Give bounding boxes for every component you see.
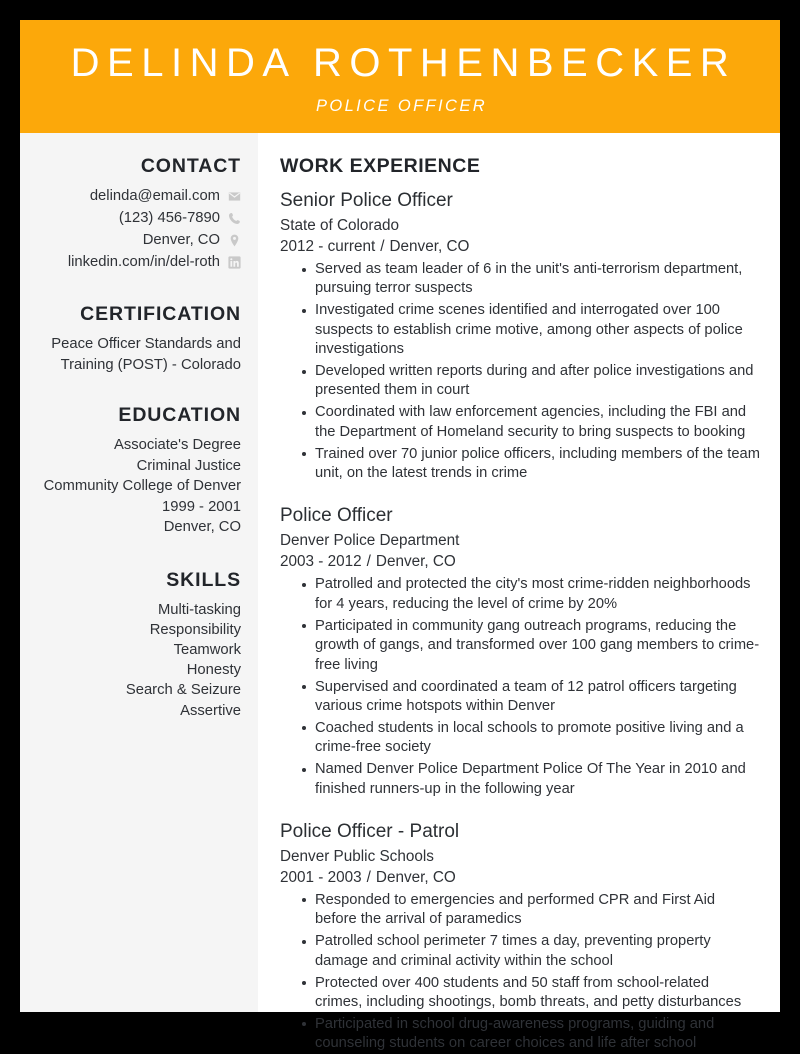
job-bullet: Patrolled school perimeter 7 times a day, preventing property damage and criminal activity within the school bbox=[280, 932, 760, 971]
job-bullet: Participated in community gang outreach programs, reducing the growth of gangs, and transformed over 100 gang members to crime-free living bbox=[280, 617, 760, 675]
contact-item-phone[interactable] bbox=[32, 208, 241, 228]
candidate-name: DELINDA ROTHENBECKER bbox=[70, 41, 737, 85]
job-meta bbox=[280, 867, 760, 888]
job-title: Police Officer - Patrol bbox=[280, 820, 460, 842]
job-entry bbox=[280, 819, 760, 1054]
resume-header bbox=[20, 20, 780, 133]
contact-item-location bbox=[32, 230, 241, 250]
education-location: Denver, CO bbox=[163, 519, 241, 535]
job-dates: 2001 - 2003 bbox=[280, 868, 362, 886]
education-school: Community College of Denver bbox=[43, 478, 241, 494]
resume-body bbox=[20, 133, 780, 1052]
skill-item: Responsibility bbox=[149, 621, 241, 638]
job-bullet-list bbox=[280, 575, 760, 798]
contact-phone-text: (123) 456-7890 bbox=[118, 210, 220, 226]
work-experience-section bbox=[258, 133, 780, 1052]
job-bullet: Named Denver Police Department Police Of The Year in 2010 and finished runners-up in the following year bbox=[280, 760, 760, 799]
job-entry bbox=[280, 503, 760, 798]
job-meta-separator: / bbox=[366, 868, 371, 886]
job-bullet: Protected over 400 students and 50 staff from school-related crimes, including shootings, bomb threats, and petty disturbances bbox=[280, 974, 760, 1013]
linkedin-icon bbox=[228, 256, 241, 269]
resume-sheet bbox=[20, 20, 780, 1052]
job-bullet: Responded to emergencies and performed CPR and First Aid before the arrival of paramedics bbox=[280, 891, 760, 930]
skill-item: Teamwork bbox=[173, 641, 241, 658]
contact-heading: CONTACT bbox=[140, 155, 241, 177]
job-company: Denver Public Schools bbox=[280, 847, 434, 865]
location-pin-icon bbox=[228, 234, 241, 247]
candidate-job-title: POLICE OFFICER bbox=[315, 97, 488, 115]
job-bullet-list bbox=[280, 891, 760, 1054]
work-experience-heading: WORK EXPERIENCE bbox=[280, 155, 481, 177]
certification-section bbox=[32, 302, 241, 375]
contact-linkedin-text: linkedin.com/in/del-roth bbox=[67, 254, 220, 270]
skill-item: Search & Seizure bbox=[125, 682, 241, 699]
phone-icon bbox=[228, 212, 241, 225]
skills-section bbox=[32, 568, 241, 721]
contact-section bbox=[32, 154, 241, 272]
certification-text: Peace Officer Standards and Training (POST) - Colorado bbox=[51, 336, 241, 373]
job-meta bbox=[280, 551, 760, 572]
skill-item: Multi-tasking bbox=[157, 601, 241, 618]
skill-item: Honesty bbox=[186, 662, 241, 679]
job-bullet: Investigated crime scenes identified and interrogated over 100 suspects to establish crime motive, among other aspects of police investigations bbox=[280, 301, 760, 359]
education-section bbox=[32, 403, 241, 538]
education-degree: Associate's Degree bbox=[113, 437, 241, 453]
contact-email-text: delinda@email.com bbox=[89, 188, 220, 204]
sidebar bbox=[20, 133, 258, 1012]
job-dates: 2003 - 2012 bbox=[280, 553, 362, 571]
certification-heading: CERTIFICATION bbox=[80, 303, 241, 325]
contact-item-linkedin[interactable] bbox=[32, 252, 241, 272]
job-entry bbox=[280, 188, 760, 483]
job-bullet: Supervised and coordinated a team of 12 patrol officers targeting various crime hotspots within Denver bbox=[280, 678, 760, 717]
job-bullet: Participated in school drug-awareness programs, guiding and counseling students on career choices and life after school bbox=[280, 1015, 760, 1054]
education-dates: 1999 - 2001 bbox=[162, 498, 241, 515]
job-meta-separator: / bbox=[366, 553, 371, 571]
skill-item: Assertive bbox=[180, 702, 241, 719]
job-title: Senior Police Officer bbox=[280, 190, 453, 211]
job-location: Denver, CO bbox=[389, 238, 470, 255]
skills-heading: SKILLS bbox=[166, 568, 241, 591]
job-bullet: Coached students in local schools to promote positive living and a crime-free society bbox=[280, 719, 760, 758]
job-meta bbox=[280, 236, 760, 257]
education-heading: EDUCATION bbox=[118, 404, 241, 426]
job-bullet: Coordinated with law enforcement agencies, including the FBI and the Department of Homeland security to bring suspects to booking bbox=[280, 403, 760, 442]
job-bullet: Developed written reports during and after police investigations and presented them in court bbox=[280, 362, 760, 401]
contact-item-email[interactable] bbox=[32, 186, 241, 206]
job-bullet: Trained over 70 junior police officers, including members of the team unit, on the latest trends in crime bbox=[280, 445, 760, 484]
contact-location-text: Denver, CO bbox=[142, 232, 220, 248]
job-bullet-list bbox=[280, 260, 760, 483]
job-bullet: Served as team leader of 6 in the unit's anti-terrorism department, pursuing terror suspects bbox=[280, 260, 760, 299]
job-meta-separator: / bbox=[380, 238, 385, 255]
job-dates: 2012 - current bbox=[280, 238, 376, 255]
job-location: Denver, CO bbox=[375, 553, 456, 571]
job-company: State of Colorado bbox=[280, 217, 400, 234]
job-company: Denver Police Department bbox=[280, 532, 460, 550]
education-field: Criminal Justice bbox=[136, 457, 241, 474]
job-bullet: Patrolled and protected the city's most crime-ridden neighborhoods for 4 years, reducing the level of crime by 20% bbox=[280, 575, 760, 614]
job-title: Police Officer bbox=[280, 505, 393, 527]
job-location: Denver, CO bbox=[375, 868, 456, 886]
envelope-icon bbox=[228, 190, 241, 203]
